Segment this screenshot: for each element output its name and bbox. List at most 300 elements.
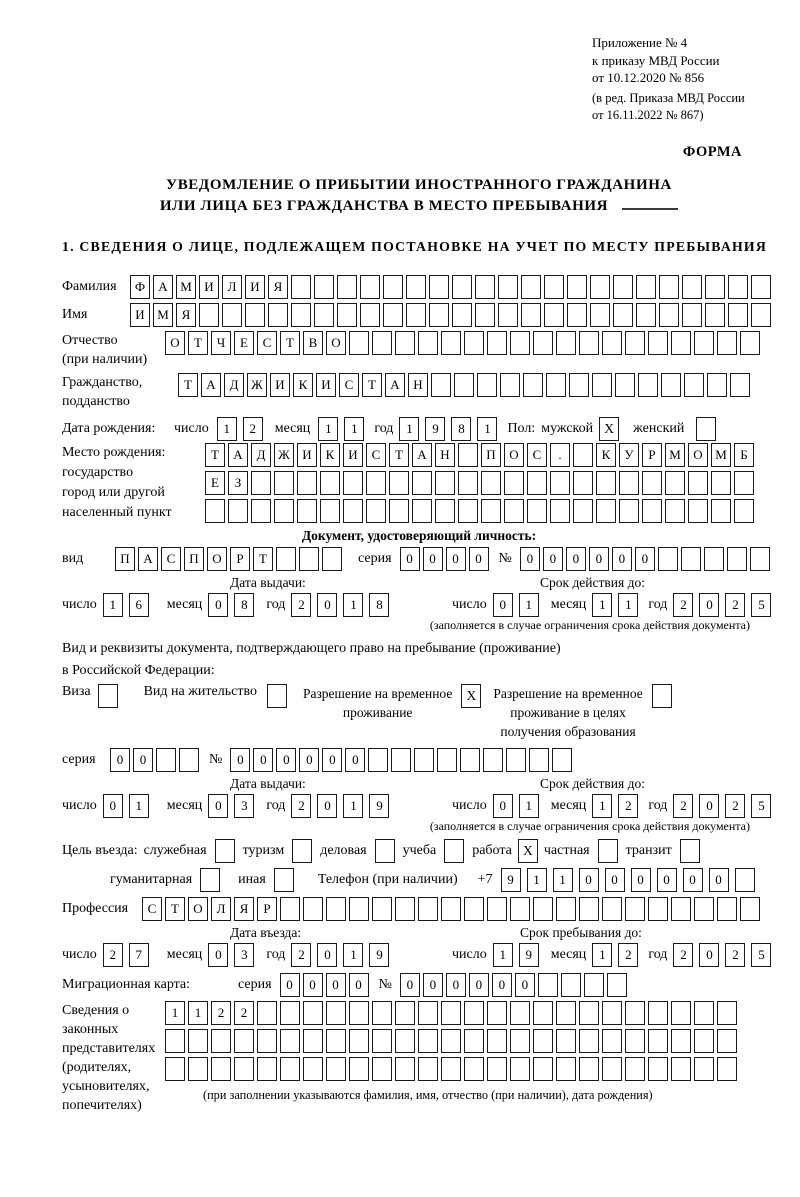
char-box[interactable] xyxy=(372,1029,392,1053)
char-box[interactable] xyxy=(475,303,495,327)
char-box[interactable] xyxy=(251,499,271,523)
char-box[interactable]: К xyxy=(596,443,616,467)
char-box[interactable] xyxy=(372,331,392,355)
char-box[interactable]: 1 xyxy=(129,794,149,818)
char-box[interactable] xyxy=(464,1057,484,1081)
char-box[interactable]: 1 xyxy=(318,417,338,441)
char-box[interactable] xyxy=(291,275,311,299)
char-box[interactable]: Л xyxy=(222,275,242,299)
char-box[interactable]: Т xyxy=(188,331,208,355)
char-box[interactable]: 6 xyxy=(129,593,149,617)
char-box[interactable] xyxy=(625,1001,645,1025)
char-box[interactable]: П xyxy=(481,443,501,467)
char-box[interactable]: 0 xyxy=(631,868,651,892)
char-box[interactable] xyxy=(435,499,455,523)
char-box[interactable] xyxy=(303,1029,323,1053)
char-box[interactable] xyxy=(521,303,541,327)
char-box[interactable]: 0 xyxy=(589,547,609,571)
char-box[interactable] xyxy=(487,1057,507,1081)
char-box[interactable] xyxy=(619,499,639,523)
char-box[interactable]: М xyxy=(176,275,196,299)
char-box[interactable] xyxy=(602,1001,622,1025)
char-box[interactable] xyxy=(487,897,507,921)
char-box[interactable] xyxy=(521,275,541,299)
char-box[interactable] xyxy=(274,499,294,523)
char-box[interactable] xyxy=(322,547,342,571)
char-box[interactable]: С xyxy=(527,443,547,467)
char-box[interactable] xyxy=(406,275,426,299)
char-box[interactable] xyxy=(395,331,415,355)
char-box[interactable] xyxy=(326,897,346,921)
char-box[interactable]: 1 xyxy=(493,943,513,967)
char-box[interactable]: 0 xyxy=(612,547,632,571)
char-box[interactable]: 0 xyxy=(317,794,337,818)
char-box[interactable] xyxy=(661,373,681,397)
char-box[interactable] xyxy=(251,471,271,495)
char-box[interactable] xyxy=(694,1001,714,1025)
char-box[interactable] xyxy=(717,1029,737,1053)
char-box[interactable] xyxy=(383,275,403,299)
char-box[interactable] xyxy=(391,748,411,772)
char-box[interactable] xyxy=(504,471,524,495)
char-box[interactable] xyxy=(211,1057,231,1081)
char-box[interactable] xyxy=(276,547,296,571)
char-box[interactable] xyxy=(314,303,334,327)
char-box[interactable]: Н xyxy=(435,443,455,467)
char-box[interactable]: Ч xyxy=(211,331,231,355)
char-box[interactable]: Р xyxy=(230,547,250,571)
char-box[interactable] xyxy=(326,1001,346,1025)
char-box[interactable] xyxy=(694,1057,714,1081)
char-box[interactable]: Р xyxy=(257,897,277,921)
char-box[interactable]: 2 xyxy=(234,1001,254,1025)
char-box[interactable] xyxy=(414,748,434,772)
char-box[interactable] xyxy=(648,1029,668,1053)
char-box[interactable] xyxy=(734,499,754,523)
char-box[interactable]: А xyxy=(228,443,248,467)
char-box[interactable]: Ж xyxy=(247,373,267,397)
char-box[interactable] xyxy=(579,1001,599,1025)
char-box[interactable]: 0 xyxy=(515,973,535,997)
char-box[interactable] xyxy=(460,748,480,772)
char-box[interactable] xyxy=(682,303,702,327)
char-box[interactable] xyxy=(280,897,300,921)
char-box[interactable] xyxy=(366,471,386,495)
char-box[interactable] xyxy=(360,275,380,299)
char-box[interactable] xyxy=(368,748,388,772)
char-box[interactable] xyxy=(625,1029,645,1053)
char-box[interactable] xyxy=(454,373,474,397)
char-box[interactable] xyxy=(395,1057,415,1081)
char-box[interactable]: С xyxy=(339,373,359,397)
char-box[interactable] xyxy=(734,471,754,495)
char-box[interactable] xyxy=(431,373,451,397)
char-box[interactable]: 0 xyxy=(317,943,337,967)
char-box[interactable]: 0 xyxy=(493,593,513,617)
char-box[interactable] xyxy=(681,547,701,571)
purpose-business-checkbox[interactable] xyxy=(375,839,395,863)
char-box[interactable]: О xyxy=(688,443,708,467)
char-box[interactable]: Т xyxy=(389,443,409,467)
char-box[interactable] xyxy=(510,1029,530,1053)
char-box[interactable] xyxy=(257,1029,277,1053)
char-box[interactable] xyxy=(477,373,497,397)
char-box[interactable] xyxy=(464,331,484,355)
char-box[interactable]: М xyxy=(711,443,731,467)
char-box[interactable]: Я xyxy=(176,303,196,327)
char-box[interactable] xyxy=(418,331,438,355)
char-box[interactable] xyxy=(303,1001,323,1025)
char-box[interactable] xyxy=(487,1029,507,1053)
char-box[interactable] xyxy=(211,1029,231,1053)
char-box[interactable] xyxy=(245,303,265,327)
char-box[interactable] xyxy=(303,1057,323,1081)
char-box[interactable] xyxy=(727,547,747,571)
char-box[interactable] xyxy=(642,499,662,523)
char-box[interactable] xyxy=(349,1001,369,1025)
char-box[interactable]: 1 xyxy=(553,868,573,892)
char-box[interactable] xyxy=(412,471,432,495)
char-box[interactable] xyxy=(638,373,658,397)
char-box[interactable]: 0 xyxy=(103,794,123,818)
char-box[interactable] xyxy=(464,1029,484,1053)
char-box[interactable] xyxy=(483,748,503,772)
char-box[interactable] xyxy=(665,499,685,523)
char-box[interactable]: Т xyxy=(253,547,273,571)
purpose-tourism-checkbox[interactable] xyxy=(292,839,312,863)
char-box[interactable] xyxy=(751,275,771,299)
char-box[interactable] xyxy=(533,1057,553,1081)
char-box[interactable] xyxy=(523,373,543,397)
char-box[interactable] xyxy=(274,471,294,495)
char-box[interactable] xyxy=(665,471,685,495)
char-box[interactable]: . xyxy=(550,443,570,467)
char-box[interactable]: 0 xyxy=(709,868,729,892)
char-box[interactable]: 0 xyxy=(446,973,466,997)
char-box[interactable]: С xyxy=(161,547,181,571)
char-box[interactable] xyxy=(326,1029,346,1053)
char-box[interactable] xyxy=(458,471,478,495)
char-box[interactable] xyxy=(349,331,369,355)
char-box[interactable] xyxy=(590,303,610,327)
char-box[interactable]: 0 xyxy=(520,547,540,571)
char-box[interactable]: Л xyxy=(211,897,231,921)
char-box[interactable]: 0 xyxy=(699,593,719,617)
char-box[interactable] xyxy=(199,303,219,327)
purpose-work-checkbox[interactable]: X xyxy=(518,839,538,863)
char-box[interactable]: И xyxy=(199,275,219,299)
char-box[interactable] xyxy=(694,897,714,921)
char-box[interactable] xyxy=(671,1001,691,1025)
char-box[interactable] xyxy=(590,275,610,299)
char-box[interactable] xyxy=(464,1001,484,1025)
char-box[interactable] xyxy=(615,373,635,397)
char-box[interactable]: 1 xyxy=(399,417,419,441)
char-box[interactable] xyxy=(527,499,547,523)
char-box[interactable] xyxy=(705,275,725,299)
char-box[interactable] xyxy=(694,331,714,355)
char-box[interactable]: Я xyxy=(234,897,254,921)
char-box[interactable]: 2 xyxy=(243,417,263,441)
char-box[interactable]: 2 xyxy=(211,1001,231,1025)
char-box[interactable] xyxy=(418,897,438,921)
char-box[interactable] xyxy=(234,1057,254,1081)
char-box[interactable] xyxy=(552,748,572,772)
char-box[interactable]: Т xyxy=(165,897,185,921)
char-box[interactable] xyxy=(205,499,225,523)
char-box[interactable]: 0 xyxy=(276,748,296,772)
char-box[interactable] xyxy=(561,973,581,997)
char-box[interactable]: 0 xyxy=(492,973,512,997)
char-box[interactable] xyxy=(735,868,755,892)
char-box[interactable] xyxy=(533,331,553,355)
char-box[interactable] xyxy=(406,303,426,327)
char-box[interactable]: 2 xyxy=(673,943,693,967)
char-box[interactable]: 2 xyxy=(725,943,745,967)
char-box[interactable]: 5 xyxy=(751,794,771,818)
char-box[interactable]: 2 xyxy=(673,794,693,818)
char-box[interactable]: 0 xyxy=(423,973,443,997)
char-box[interactable] xyxy=(487,331,507,355)
char-box[interactable] xyxy=(337,275,357,299)
temp-residence-education-checkbox[interactable] xyxy=(652,684,672,708)
char-box[interactable]: Ф xyxy=(130,275,150,299)
char-box[interactable] xyxy=(717,1001,737,1025)
char-box[interactable]: 0 xyxy=(683,868,703,892)
char-box[interactable] xyxy=(280,1029,300,1053)
char-box[interactable] xyxy=(291,303,311,327)
char-box[interactable] xyxy=(671,1029,691,1053)
char-box[interactable] xyxy=(435,471,455,495)
char-box[interactable] xyxy=(337,303,357,327)
char-box[interactable]: А xyxy=(412,443,432,467)
char-box[interactable] xyxy=(544,303,564,327)
char-box[interactable]: 2 xyxy=(103,943,123,967)
char-box[interactable] xyxy=(234,1029,254,1053)
char-box[interactable] xyxy=(579,897,599,921)
char-box[interactable]: Т xyxy=(362,373,382,397)
char-box[interactable] xyxy=(546,373,566,397)
char-box[interactable]: 2 xyxy=(725,593,745,617)
char-box[interactable] xyxy=(569,373,589,397)
char-box[interactable] xyxy=(556,1029,576,1053)
char-box[interactable] xyxy=(360,303,380,327)
char-box[interactable] xyxy=(366,499,386,523)
char-box[interactable] xyxy=(418,1001,438,1025)
char-box[interactable] xyxy=(441,897,461,921)
char-box[interactable]: 0 xyxy=(345,748,365,772)
char-box[interactable]: И xyxy=(245,275,265,299)
char-box[interactable] xyxy=(625,897,645,921)
char-box[interactable]: 0 xyxy=(423,547,443,571)
char-box[interactable] xyxy=(573,443,593,467)
char-box[interactable] xyxy=(556,1001,576,1025)
char-box[interactable] xyxy=(751,303,771,327)
char-box[interactable]: Я xyxy=(268,275,288,299)
char-box[interactable] xyxy=(349,897,369,921)
char-box[interactable] xyxy=(349,1029,369,1053)
char-box[interactable]: 0 xyxy=(299,748,319,772)
char-box[interactable] xyxy=(326,1057,346,1081)
char-box[interactable]: Д xyxy=(251,443,271,467)
char-box[interactable] xyxy=(556,331,576,355)
char-box[interactable]: 0 xyxy=(208,794,228,818)
char-box[interactable]: 0 xyxy=(208,593,228,617)
temp-residence-checkbox[interactable]: X xyxy=(461,684,481,708)
purpose-private-checkbox[interactable] xyxy=(598,839,618,863)
char-box[interactable]: И xyxy=(316,373,336,397)
char-box[interactable]: 1 xyxy=(343,794,363,818)
char-box[interactable] xyxy=(383,303,403,327)
char-box[interactable]: 9 xyxy=(369,943,389,967)
char-box[interactable]: М xyxy=(665,443,685,467)
char-box[interactable]: 0 xyxy=(657,868,677,892)
char-box[interactable] xyxy=(728,275,748,299)
char-box[interactable] xyxy=(429,303,449,327)
char-box[interactable]: 2 xyxy=(618,943,638,967)
char-box[interactable]: К xyxy=(320,443,340,467)
char-box[interactable]: 1 xyxy=(592,593,612,617)
char-box[interactable] xyxy=(556,897,576,921)
char-box[interactable] xyxy=(349,1057,369,1081)
char-box[interactable]: 7 xyxy=(129,943,149,967)
char-box[interactable]: 0 xyxy=(322,748,342,772)
char-box[interactable] xyxy=(636,275,656,299)
char-box[interactable] xyxy=(544,275,564,299)
char-box[interactable] xyxy=(567,275,587,299)
char-box[interactable] xyxy=(299,547,319,571)
char-box[interactable] xyxy=(694,1029,714,1053)
char-box[interactable] xyxy=(165,1057,185,1081)
char-box[interactable] xyxy=(550,499,570,523)
char-box[interactable]: 0 xyxy=(133,748,153,772)
char-box[interactable] xyxy=(636,303,656,327)
char-box[interactable]: С xyxy=(366,443,386,467)
char-box[interactable] xyxy=(418,1057,438,1081)
char-box[interactable]: 1 xyxy=(343,943,363,967)
char-box[interactable]: 1 xyxy=(592,794,612,818)
char-box[interactable]: Н xyxy=(408,373,428,397)
char-box[interactable] xyxy=(395,897,415,921)
char-box[interactable]: З xyxy=(228,471,248,495)
purpose-transit-checkbox[interactable] xyxy=(680,839,700,863)
char-box[interactable]: 3 xyxy=(234,943,254,967)
char-box[interactable] xyxy=(429,275,449,299)
char-box[interactable] xyxy=(648,1057,668,1081)
female-checkbox[interactable] xyxy=(696,417,716,441)
char-box[interactable] xyxy=(533,897,553,921)
char-box[interactable] xyxy=(372,897,392,921)
char-box[interactable] xyxy=(228,499,248,523)
char-box[interactable] xyxy=(257,1001,277,1025)
char-box[interactable]: 0 xyxy=(280,973,300,997)
char-box[interactable] xyxy=(642,471,662,495)
char-box[interactable]: 0 xyxy=(566,547,586,571)
char-box[interactable]: 1 xyxy=(519,794,539,818)
char-box[interactable] xyxy=(372,1001,392,1025)
char-box[interactable] xyxy=(648,331,668,355)
char-box[interactable] xyxy=(707,373,727,397)
char-box[interactable] xyxy=(717,897,737,921)
char-box[interactable] xyxy=(671,897,691,921)
char-box[interactable]: 2 xyxy=(618,794,638,818)
male-checkbox[interactable]: X xyxy=(599,417,619,441)
char-box[interactable] xyxy=(579,331,599,355)
char-box[interactable] xyxy=(481,471,501,495)
char-box[interactable] xyxy=(527,471,547,495)
char-box[interactable] xyxy=(602,331,622,355)
purpose-study-checkbox[interactable] xyxy=(444,839,464,863)
char-box[interactable]: 0 xyxy=(400,973,420,997)
char-box[interactable] xyxy=(268,303,288,327)
char-box[interactable] xyxy=(704,547,724,571)
char-box[interactable]: 8 xyxy=(369,593,389,617)
char-box[interactable] xyxy=(504,499,524,523)
char-box[interactable] xyxy=(389,471,409,495)
char-box[interactable]: 0 xyxy=(110,748,130,772)
char-box[interactable] xyxy=(750,547,770,571)
char-box[interactable] xyxy=(165,1029,185,1053)
char-box[interactable]: А xyxy=(201,373,221,397)
char-box[interactable] xyxy=(458,443,478,467)
char-box[interactable] xyxy=(156,748,176,772)
char-box[interactable] xyxy=(671,1057,691,1081)
char-box[interactable]: 1 xyxy=(519,593,539,617)
purpose-humanitarian-checkbox[interactable] xyxy=(200,868,220,892)
char-box[interactable] xyxy=(711,471,731,495)
char-box[interactable] xyxy=(441,1001,461,1025)
char-box[interactable] xyxy=(705,303,725,327)
char-box[interactable]: 0 xyxy=(303,973,323,997)
char-box[interactable] xyxy=(556,1057,576,1081)
char-box[interactable]: Д xyxy=(224,373,244,397)
char-box[interactable] xyxy=(740,897,760,921)
char-box[interactable]: Б xyxy=(734,443,754,467)
char-box[interactable] xyxy=(500,373,520,397)
char-box[interactable] xyxy=(573,499,593,523)
char-box[interactable]: 9 xyxy=(519,943,539,967)
char-box[interactable]: Т xyxy=(178,373,198,397)
char-box[interactable]: 9 xyxy=(425,417,445,441)
char-box[interactable] xyxy=(671,331,691,355)
char-box[interactable] xyxy=(659,303,679,327)
char-box[interactable] xyxy=(498,275,518,299)
char-box[interactable]: 8 xyxy=(451,417,471,441)
char-box[interactable] xyxy=(596,499,616,523)
char-box[interactable]: М xyxy=(153,303,173,327)
char-box[interactable]: Е xyxy=(234,331,254,355)
char-box[interactable]: 0 xyxy=(469,547,489,571)
char-box[interactable]: 5 xyxy=(751,593,771,617)
char-box[interactable] xyxy=(602,1057,622,1081)
char-box[interactable]: 0 xyxy=(253,748,273,772)
char-box[interactable]: 2 xyxy=(291,943,311,967)
char-box[interactable] xyxy=(584,973,604,997)
char-box[interactable]: П xyxy=(184,547,204,571)
char-box[interactable] xyxy=(717,1057,737,1081)
char-box[interactable] xyxy=(303,897,323,921)
char-box[interactable] xyxy=(452,275,472,299)
char-box[interactable]: Е xyxy=(205,471,225,495)
char-box[interactable] xyxy=(506,748,526,772)
char-box[interactable]: 3 xyxy=(234,794,254,818)
char-box[interactable]: 1 xyxy=(103,593,123,617)
char-box[interactable] xyxy=(487,1001,507,1025)
char-box[interactable]: 0 xyxy=(349,973,369,997)
char-box[interactable] xyxy=(529,748,549,772)
char-box[interactable] xyxy=(659,275,679,299)
char-box[interactable] xyxy=(372,1057,392,1081)
